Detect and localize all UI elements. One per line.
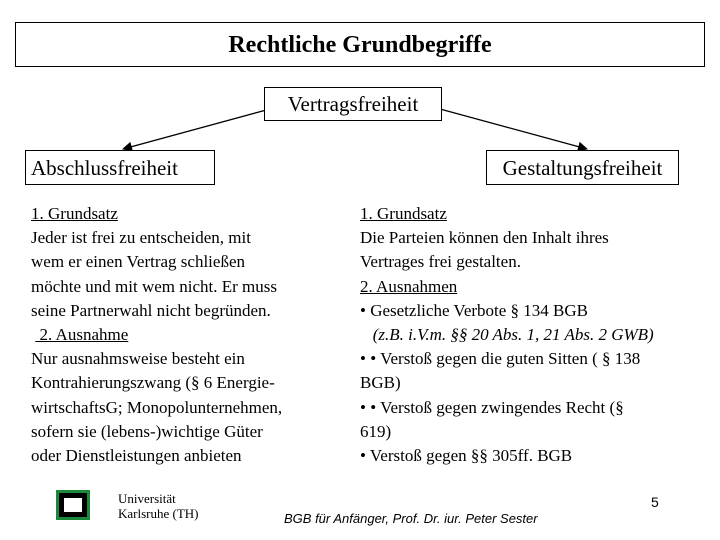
right-line: Vertrages frei gestalten. xyxy=(360,252,521,272)
page-number: 5 xyxy=(651,494,659,510)
left-line: Nur ausnahmsweise besteht ein xyxy=(31,349,245,369)
page-title: Rechtliche Grundbegriffe xyxy=(228,32,492,58)
left-line: wirtschaftsG; Monopolunternehmen, xyxy=(31,397,283,417)
left-line: Jeder ist frei zu entscheiden, mit xyxy=(31,228,251,248)
left-heading: Abschlussfreiheit xyxy=(31,156,178,180)
right-line: • • Verstoß gegen die guten Sitten ( § 138 xyxy=(360,349,641,369)
right-line: BGB) xyxy=(360,373,401,393)
right-text-block xyxy=(360,202,720,468)
footer-text: BGB für Anfänger, Prof. Dr. iur. Peter Sester xyxy=(284,511,538,526)
left-line: seine Partnerwahl nicht begründen. xyxy=(31,300,271,320)
left-line: oder Dienstleistungen anbieten xyxy=(31,446,242,466)
right-line: Die Parteien können den Inhalt ihres xyxy=(360,228,609,248)
university-logo-icon xyxy=(56,490,90,520)
right-node xyxy=(486,150,679,185)
right-line: (z.B. i.V.m. §§ 20 Abs. 1, 21 Abs. 2 GWB) xyxy=(360,325,654,345)
university-line1: Universität xyxy=(118,491,176,506)
left-line: 1. Grundsatz xyxy=(31,204,118,223)
left-line: sofern sie (lebens-)wichtige Güter xyxy=(31,421,263,441)
left-text-block xyxy=(31,202,341,468)
right-line: • • Verstoß gegen zwingendes Recht (§ xyxy=(360,397,624,417)
arrow-left xyxy=(123,109,270,149)
root-label: Vertragsfreiheit xyxy=(287,92,419,116)
right-line: 619) xyxy=(360,421,392,441)
left-line-underlined: 2. Ausnahme xyxy=(35,325,129,345)
right-line: • Gesetzliche Verbote § 134 BGB xyxy=(360,300,589,320)
left-line: möchte und mit wem nicht. Er muss xyxy=(31,276,277,296)
right-line: 1. Grundsatz xyxy=(360,204,447,223)
university-name xyxy=(118,491,199,521)
right-line: • Verstoß gegen §§ 305ff. BGB xyxy=(360,446,573,466)
arrow-right xyxy=(440,109,587,149)
university-line2: Karlsruhe (TH) xyxy=(118,506,199,521)
root-node xyxy=(264,87,442,121)
left-line: Kontrahierungszwang (§ 6 Energie- xyxy=(31,373,275,393)
left-node xyxy=(25,150,215,185)
right-heading: Gestaltungsfreiheit xyxy=(502,156,663,180)
left-line xyxy=(31,323,341,347)
right-line: 2. Ausnahmen xyxy=(360,276,458,296)
left-line: wem er einen Vertrag schließen xyxy=(31,252,245,272)
